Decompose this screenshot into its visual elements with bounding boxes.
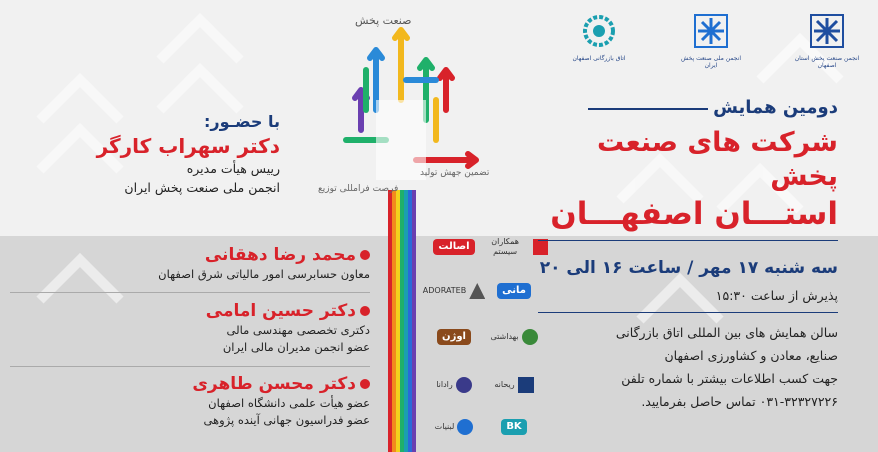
contact-line: جهت کسب اطلاعات بیشتر با شماره تلفن (621, 371, 838, 386)
event-date: سه شنبه ۱۷ مهر / ساعت ۱۶ الی ۲۰ (539, 258, 838, 278)
speaker-name (30, 244, 370, 266)
sponsor-label: اصالت (433, 239, 474, 255)
sponsor-logo-dairy (420, 412, 488, 442)
speaker-name (30, 373, 370, 395)
sponsor-logo-adorateb (420, 276, 488, 306)
speaker-divider (10, 292, 370, 293)
speaker-name (30, 300, 370, 322)
sponsor-logo-bk (480, 412, 548, 442)
event-name: شرکت های صنعت پخش (597, 127, 838, 192)
globe-logo-icon (456, 377, 472, 393)
circle-logo-icon (457, 419, 473, 435)
snowflake-logo-icon (694, 14, 728, 48)
speaker-name-text: دکتر محسن طاهری (192, 374, 356, 394)
speaker-role: دکتری تخصصی مهندسی مالی (226, 323, 370, 337)
speaker-divider (10, 366, 370, 367)
sponsor-label: اوژن (437, 329, 471, 345)
gear-logo-icon (582, 14, 616, 48)
reception-time: پذیرش از ساعت ۱۵:۳۰ (715, 288, 838, 303)
guest-role: رییس هیأت مدیره (186, 161, 280, 176)
speaker-role: عضو انجمن مدیران مالی ایران (222, 340, 370, 354)
sponsor-logo-ozhan (420, 322, 488, 352)
event-city: استـــان اصفهـــان (550, 196, 838, 232)
tagline-primary: تضمین جهش تولید (420, 168, 490, 178)
venue-line: صنایع، معادن و کشاورزی اصفهان (664, 348, 838, 363)
grid-logo-icon (533, 239, 548, 255)
sponsor-label: لبنیات (434, 422, 455, 431)
sponsor-logo-radana (420, 370, 488, 400)
sponsor-label: رادانا (436, 380, 453, 389)
sponsor-label: ADORATEB (422, 286, 467, 295)
sponsor-label: ریحانه (494, 380, 515, 389)
guest-name: دکتر سهراب کارگر (96, 134, 280, 158)
logo-caption: انجمن صنعت پخش استان اصفهان (794, 55, 860, 69)
sponsor-label: مانی (497, 283, 531, 299)
logo-caption: اتاق بازرگانی اصفهان (572, 55, 626, 62)
asterisk-logo-icon (810, 14, 844, 48)
brand-label: صنعت پخش (355, 14, 412, 27)
speaker-item (30, 300, 370, 356)
logo-national-association (678, 14, 744, 74)
bullet-dot-icon (360, 379, 370, 389)
guest-block (30, 112, 280, 197)
logo-caption: انجمن ملی صنعت پخش ایران (680, 55, 742, 69)
speaker-role: عضو هیأت علمی دانشگاه اصفهان (208, 396, 370, 410)
sponsor-label: همکاران سیستم (491, 237, 519, 256)
event-pre-title: دومین همایش (713, 97, 838, 118)
with-label: با حضـور: (204, 112, 280, 131)
speaker-role: معاون حسابرسی امور مالیاتی شرق اصفهان (158, 267, 370, 281)
speaker-item (30, 244, 370, 283)
bullet-dot-icon (360, 250, 370, 260)
logo-chamber (566, 14, 632, 74)
venue-line: سالن همایش های بین المللی اتاق بازرگانی (615, 325, 838, 340)
guest-role: انجمن ملی صنعت پخش ایران (124, 180, 280, 195)
info-rule-bottom (538, 312, 838, 313)
speaker-name-text: محمد رضا دهقانی (204, 245, 356, 265)
speaker-item (30, 373, 370, 429)
info-rule-top (538, 240, 838, 241)
sponsor-label: BK (501, 419, 526, 435)
tagline-secondary: فرصت فرامللی توزیع (318, 184, 399, 194)
logo-isfahan-association (794, 14, 860, 74)
sponsor-label: بهداشتی (490, 332, 519, 341)
event-title-block (538, 97, 838, 234)
speaker-name-text: دکتر حسین امامی (205, 301, 356, 321)
sponsor-logo-esalat (420, 232, 488, 262)
contact-phone: ۰۳۱-۳۲۳۲۷۲۲۶ تماس حاصل بفرمایید. (641, 394, 838, 409)
speaker-role: عضو فدراسیون جهانی آینده پژوهی (203, 413, 370, 427)
bullet-dot-icon (360, 306, 370, 316)
